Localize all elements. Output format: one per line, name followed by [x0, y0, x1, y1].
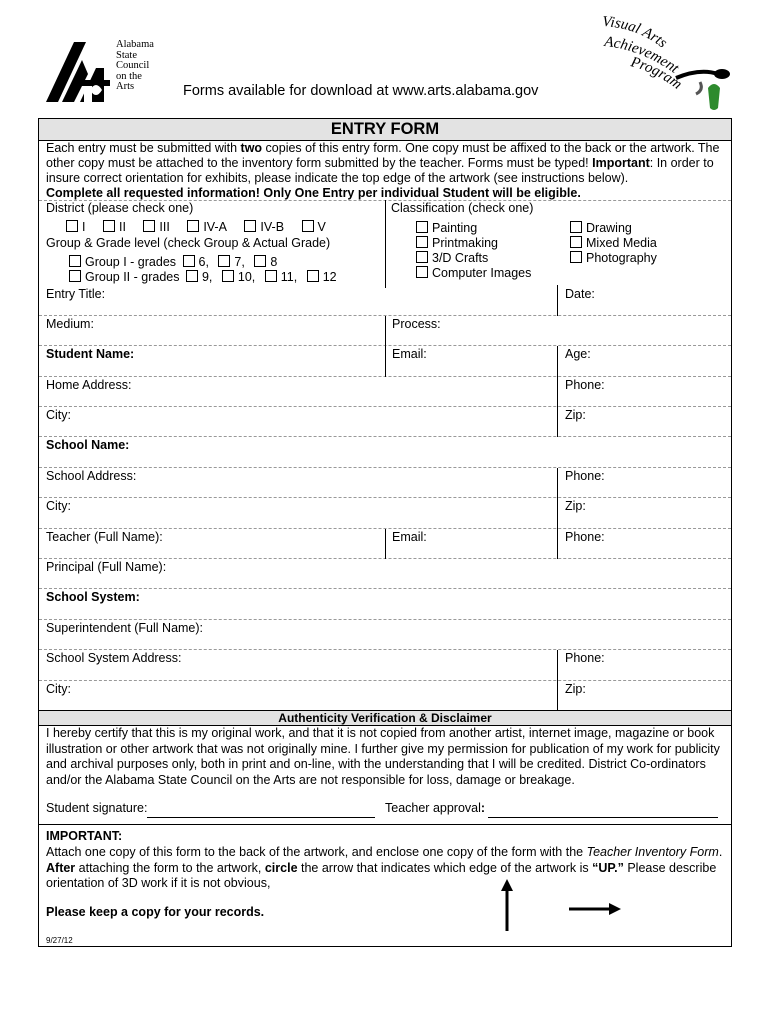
- date-field[interactable]: Date:: [565, 287, 595, 301]
- class-option-computer-images[interactable]: Computer Images: [416, 266, 531, 281]
- teacher-name-field[interactable]: Teacher (Full Name):: [46, 530, 163, 544]
- student-signature-label: Student signature:: [46, 801, 148, 815]
- age-field[interactable]: Age:: [565, 347, 591, 361]
- student-signature-line[interactable]: [147, 817, 375, 818]
- district-option-i[interactable]: I: [66, 220, 85, 234]
- school-phone-field[interactable]: Phone:: [565, 469, 605, 483]
- arrow-right-icon[interactable]: [567, 899, 621, 919]
- group-i-checkbox[interactable]: [69, 255, 81, 267]
- class-option-3d-crafts[interactable]: 3/D Crafts: [416, 251, 531, 266]
- home-zip-field[interactable]: Zip:: [565, 408, 586, 422]
- group-ii-checkbox[interactable]: [69, 270, 81, 282]
- disclaimer-text: I hereby certify that this is my original work, and that it is not copied from another artist, internet image, magazine or book illustration or other artwork that was not originally mine. I further give my permission for publication of my work for publicity and archival purposes only, both in print and on-line, with the understanding that I will be credited. District Co-ordinators and/or the Alabama State Council on the Arts are not responsible for loss, damage or breakage.: [46, 726, 720, 787]
- medium-field[interactable]: Medium:: [46, 317, 94, 331]
- district-options: [66, 220, 326, 234]
- class-option-painting[interactable]: Painting: [416, 221, 531, 236]
- process-field[interactable]: Process:: [392, 317, 441, 331]
- teacher-phone-field[interactable]: Phone:: [565, 530, 605, 544]
- vaap-logo: [590, 8, 740, 118]
- school-zip-field[interactable]: Zip:: [565, 499, 586, 513]
- district-option-iv-b[interactable]: IV-B: [244, 220, 284, 234]
- school-system-phone-field[interactable]: Phone:: [565, 651, 605, 665]
- district-label: District (please check one): [46, 201, 194, 215]
- grade-8-checkbox[interactable]: [254, 255, 266, 267]
- student-email-field[interactable]: Email:: [392, 347, 427, 361]
- form-date-code: 9/27/12: [46, 936, 73, 945]
- class-option-mixed-media[interactable]: Mixed Media: [570, 236, 657, 251]
- school-system-field[interactable]: School System:: [46, 590, 140, 604]
- important-text: Attach one copy of this form to the back of the artwork, and enclose one copy of the form with the Teacher Inventory Form. After attaching the form to the artwork, circle the arrow that indicates which edge of the artwork is “UP.” Please describe orientation of 3D work if it is not obvious,: [46, 845, 723, 890]
- teacher-email-field[interactable]: Email:: [392, 530, 427, 544]
- home-address-field[interactable]: Home Address:: [46, 378, 132, 392]
- classification-label: Classification (check one): [391, 201, 534, 215]
- asca-logo-text: Alabama State Council on the Arts: [116, 39, 154, 93]
- group-i-row: Group I - grades 6, 7, 8: [69, 255, 277, 269]
- keep-copy-note: Please keep a copy for your records.: [46, 905, 265, 919]
- grade-6-checkbox[interactable]: [183, 255, 195, 267]
- school-system-zip-field[interactable]: Zip:: [565, 682, 586, 696]
- district-option-iii[interactable]: III: [143, 220, 169, 234]
- classification-col2: [570, 221, 657, 266]
- school-name-field[interactable]: School Name:: [46, 438, 130, 452]
- district-option-iv-a[interactable]: IV-A: [187, 220, 227, 234]
- vaap-logo-mark: [590, 8, 740, 118]
- teacher-approval-label: Teacher approval:: [385, 801, 486, 815]
- school-city-field[interactable]: City:: [46, 499, 71, 513]
- vaap-word-program: Program: [628, 54, 685, 93]
- vaap-word-achievement: Achievement: [603, 34, 682, 77]
- form-instructions: Each entry must be submitted with two copies of this entry form. One copy must be affixed to the back or the artwork. The other copy must be attached to the inventory form submitted by the teacher. Forms must be typed! Important: In order to insure correct orientation for exhibits, please indicate the top edge of the artwork (see instructions below). Complete all requested information! Only One Entry per individual Student will be eligible.: [46, 141, 720, 200]
- student-name-field[interactable]: Student Name:: [46, 347, 135, 361]
- class-option-photography[interactable]: Photography: [570, 251, 657, 266]
- home-phone-field[interactable]: Phone:: [565, 378, 605, 392]
- grade-10-checkbox[interactable]: [222, 270, 234, 282]
- district-option-ii[interactable]: II: [103, 220, 126, 234]
- entry-form: [38, 118, 732, 947]
- principal-field[interactable]: Principal (Full Name):: [46, 560, 167, 574]
- grade-11-checkbox[interactable]: [265, 270, 277, 282]
- download-note: Forms available for download at www.arts.alabama.gov: [183, 83, 539, 99]
- superintendent-field[interactable]: Superintendent (Full Name):: [46, 621, 204, 635]
- school-system-city-field[interactable]: City:: [46, 682, 71, 696]
- asca-logo: [44, 40, 164, 104]
- arrow-up-icon[interactable]: [497, 879, 517, 933]
- grade-9-checkbox[interactable]: [186, 270, 198, 282]
- teacher-approval-line[interactable]: [488, 817, 718, 818]
- entry-title-field[interactable]: Entry Title:: [46, 287, 106, 301]
- school-system-address-field[interactable]: School System Address:: [46, 651, 182, 665]
- classification-col1: [416, 221, 531, 281]
- group-ii-row: Group II - grades 9, 10, 11, 12: [69, 270, 337, 284]
- class-option-drawing[interactable]: Drawing: [570, 221, 657, 236]
- school-address-field[interactable]: School Address:: [46, 469, 137, 483]
- home-city-field[interactable]: City:: [46, 408, 71, 422]
- class-option-printmaking[interactable]: Printmaking: [416, 236, 531, 251]
- group-label: Group & Grade level (check Group & Actual Grade): [46, 236, 331, 250]
- grade-7-checkbox[interactable]: [218, 255, 230, 267]
- district-option-v[interactable]: V: [302, 220, 326, 234]
- vaap-word-visual-arts: Visual Arts: [601, 13, 670, 52]
- form-title: ENTRY FORM: [39, 119, 731, 141]
- asca-logo-mark: [44, 40, 114, 104]
- important-heading: IMPORTANT:: [46, 829, 123, 843]
- grade-12-checkbox[interactable]: [307, 270, 319, 282]
- disclaimer-title: Authenticity Verification & Disclaimer: [39, 710, 731, 726]
